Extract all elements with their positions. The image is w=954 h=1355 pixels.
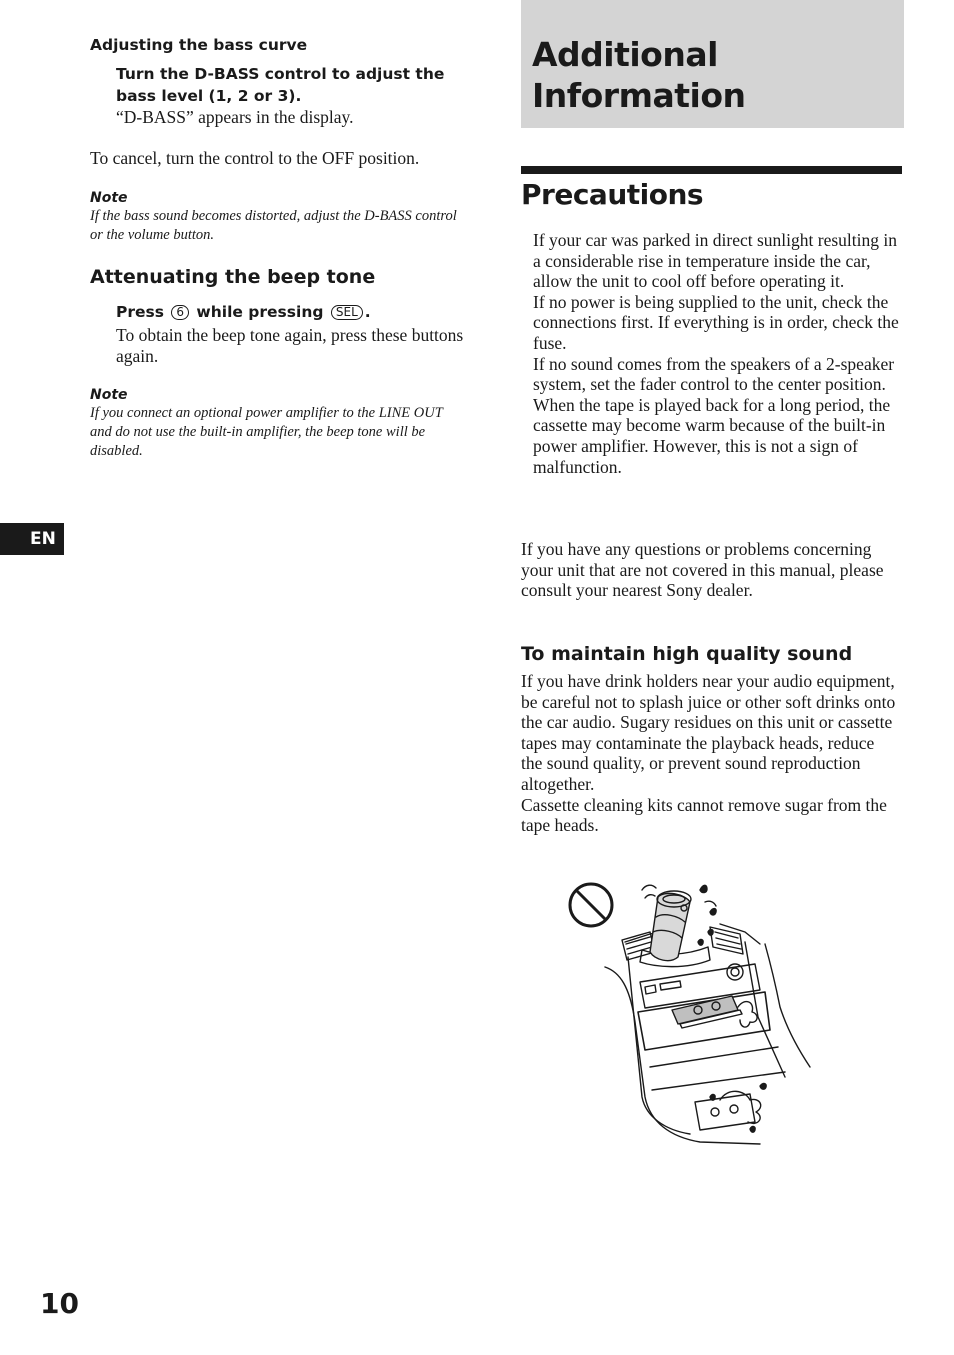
vent-right-icon [710,927,743,954]
bass-display-text: “D-BASS” appears in the display. [116,107,354,127]
list-item: When the tape is played back for a long period, the cassette may become warm because of the built-in power amplifier. However, this is not a sign of malfunction. [533,394,891,477]
precautions-list [533,230,903,477]
instruction-period: . [364,303,371,321]
quality-heading: To maintain high quality sound [521,643,853,665]
drink-can-icon [650,891,691,961]
note-text: If the bass sound becomes distorted, adjust the D-BASS control or the volume button. [90,208,457,243]
section-title: Additional Information [532,35,746,115]
no-drinks-illustration [560,872,815,1147]
note-label: Note [90,190,128,206]
bass-cancel-text: To cancel, turn the control to the OFF position. [90,148,420,168]
spilled-cassette-icon [695,1083,766,1132]
list-item: If no sound comes from the speakers of a 2-speaker system, set the fader control to the center position. [533,353,895,395]
quality-text: If you have drink holders near your audio equipment, be careful not to splash juice or other soft drinks onto the car audio. Sugary residues on this unit or cassette tapes may contaminate the playback heads, reduce the sound quality, or prevent sound reproduction altogether. Cassette cleaning kits cannot remove sugar from the tape heads. [521,671,896,836]
key-sel-button: SEL [331,305,363,320]
page-number: 10 [40,1287,79,1320]
note-text: If you connect an optional power amplifier to the LINE OUT and do not use the built-in amplifier, the beep tone will be disabled. [90,405,443,459]
heading-rule [521,166,902,174]
beep-restore-text: To obtain the beep tone again, press these buttons again. [116,325,464,366]
press-label: Press [116,303,164,321]
language-tab: EN [0,523,64,555]
prohibition-icon [570,884,612,926]
bass-curve-heading: Adjusting the bass curve [90,36,308,54]
list-item: If your car was parked in direct sunlight resulting in a considerable rise in temperature inside the car, allow the unit to cool off before operating it. [533,230,897,292]
note-label: Note [90,387,128,403]
beep-tone-heading: Attenuating the beep tone [90,266,376,288]
key-6-button: 6 [171,305,189,320]
while-pressing-label: while pressing [196,303,324,321]
bass-instruction: Turn the D-BASS control to adjust the bass level (1, 2 or 3). [116,65,445,105]
questions-text: If you have any questions or problems concerning your unit that are not covered in this manual, please consult your nearest Sony dealer. [521,539,884,601]
vent-left-icon [622,932,655,960]
precautions-title: Precautions [521,178,704,211]
list-item: If no power is being supplied to the unit, check the connections first. If everything is in order, check the fuse. [533,291,899,353]
beep-instruction [116,303,371,321]
